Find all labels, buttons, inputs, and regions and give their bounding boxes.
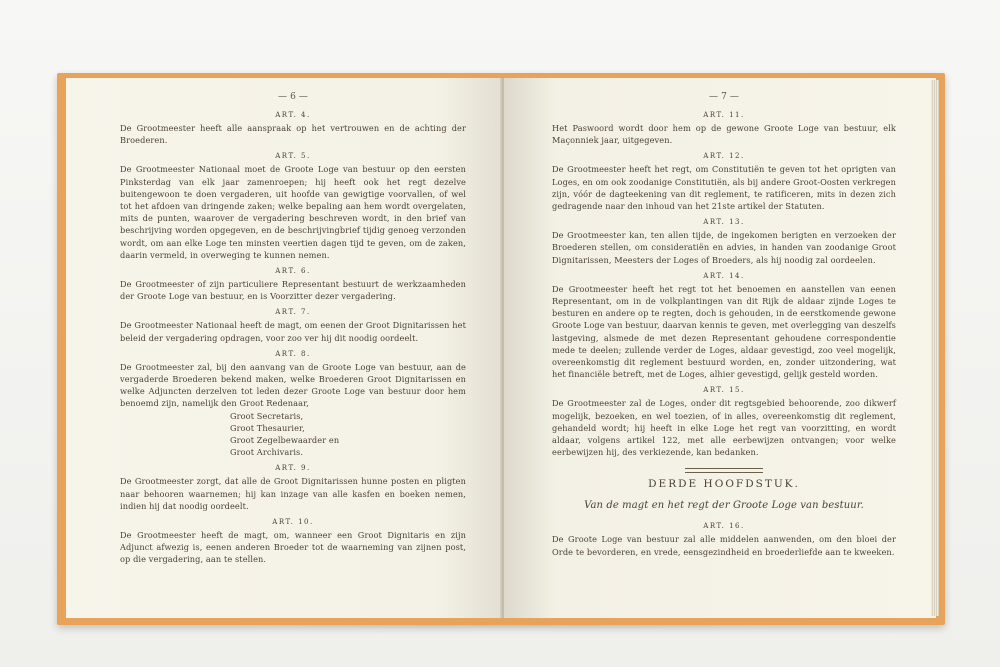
article-heading: ART. 9. — [275, 464, 311, 473]
article-heading: ART. 7. — [275, 308, 311, 317]
article-paragraph: De Grootmeester zal de Loges, onder dit regtsgebied behoorende, zoo dikwerf mogelijk, bezoeken, en wel toezien, of in alles, overeenkomstig dit reglement, gehandeld wordt; hij heeft in elke Loge het regt van voorzitting, en wordt aldaar, volgens artikel 122, met alle eerbewijzen ontvangen; voor welke eerbewijzen hij, des verkiezende, kan bedanken. — [552, 398, 896, 458]
article-paragraph: De Grootmeester zal, bij den aanvang van de Groote Loge van bestuur, aan de vergaderde Broederen bekend maken, welke Broederen Groot Dignitarissen en welke Adjuncten derzelven tot leden dezer Groote Loge van bestuur door hem benoemd zijn, namelijk den Groot Redenaar, — [120, 361, 466, 409]
article-paragraph: De Grootmeester Nationaal moet de Groote Loge van bestuur op den eersten Pinksterdag van elk jaar zamenroepen; hij heeft ook het regt dezelve buitengewoon te doen vergaderen, uit hoofde van gewigtige voorvallen, of wel tot het afdoen van dringende zaken; welke bepaling aan hem wordt overgelaten, mits de punten, waarover de vergadering beschreven wordt, in den brief van beschrijving worden opgegeven, en de beschrijvingbrief tijdig genoeg verzonden wordt, om aan elke Loge ten minsten veertien dagen tijd te geven, om de zaken, daarin vermeld, in overweging te kunnen nemen. — [120, 164, 466, 260]
article-paragraph: De Grootmeester heeft de magt, om, wanneer een Groot Dignitaris en zijn Adjunct afwezig is, eenen anderen Broeder tot de waarneming van zijnen post, op die vergadering, aan te stellen. — [120, 530, 466, 565]
article-heading: ART. 11. — [703, 111, 745, 119]
article-paragraph: De Grootmeester of zijn particuliere Representant bestuurt de werkzaamheden der Groote Loge van bestuur, en is Voorzitter dezer vergadering. — [120, 279, 466, 302]
indented-line: Groot Thesaurier, — [230, 422, 305, 433]
article-paragraph: Het Paswoord wordt door hem op de gewone Groote Loge van bestuur, elk Maçonniek jaar, uitgegeven. — [552, 123, 896, 146]
article-heading: ART. 16. — [703, 522, 745, 531]
indented-line: Groot Secretaris, — [230, 410, 304, 421]
article-paragraph: De Grootmeester kan, ten allen tijde, de ingekomen berigten en verzoeken der Broederen stellen, om consideratiën en advies, in handen van zoodanige Groot Dignitarissen, Meesters der Loges of Broeders, als hij noodig zal oordeelen. — [552, 230, 896, 265]
article-heading: ART. 13. — [703, 218, 745, 227]
right-page-text — [552, 91, 896, 558]
indented-line: Groot Archivaris. — [230, 447, 304, 458]
article-heading: ART. 5. — [275, 152, 311, 161]
article-paragraph: De Grootmeester zorgt, dat alle de Groot Dignitarissen hunne posten en pligten naar behooren waarnemen; hij kan inzage van alle kasfen en boeken nemen, indien hij dat noodig oordeelt. — [120, 476, 466, 511]
left-page-text — [120, 91, 466, 566]
article-heading: ART. 12. — [703, 152, 745, 161]
article-heading: ART. 8. — [275, 349, 311, 358]
article-heading: ART. 6. — [275, 267, 311, 276]
indented-line: Groot Zegelbewaarder en — [230, 435, 340, 446]
chapter-subtitle: Van de magt en het regt der Groote Loge van bestuur. — [584, 500, 864, 512]
right-page-number: — 7 — — [709, 92, 739, 102]
article-heading: ART. 15. — [703, 386, 745, 395]
page-edges — [931, 80, 939, 616]
ornament-rule — [552, 464, 896, 472]
article-paragraph: De Grootmeester heeft het regt tot het benoemen en aanstellen van eenen Representant, om in de volkplantingen van dit Rijk de aldaar zijnde Loges te besturen en andere op te regten, doch is gehouden, in de eerstkomende gewone Groote Loge van bestuur, daarvan kennis te geven, met overlegging van deszelfs lastgeving, alsmede de met dezen Representant gehoudene correspondentie mede te deelen; zullende verder de Loges, aldaar gevestigd, zoo veel mogelijk, overeenkomstig dit reglement bestuurd worden, en, zonder uitzondering, wat het financiële betreft, met de Loges, alhier gevestigd, gelijk gesteld worden. — [552, 283, 896, 380]
article-heading: ART. 10. — [272, 518, 314, 527]
chapter-title: DERDE HOOFDSTUK. — [648, 478, 800, 491]
left-page — [66, 78, 502, 618]
article-heading: ART. 4. — [275, 111, 311, 119]
article-paragraph: De Groote Loge van bestuur zal alle middelen aanwenden, om den bloei der Orde te bevorderen, en vrede, eensgezindheid en broederliefde aan te kweeken. — [552, 534, 896, 557]
left-page-number: — 6 — — [278, 92, 308, 102]
article-paragraph: De Grootmeester heeft het regt, om Constitutiën te geven tot het oprigten van Loges, en om ook zoodanige Constitutiën, als bij andere Groot-Oosten verkregen zijn, vóór de dagteekening van dit reglement, te ratificeren, mits in dezen zich gedragende naar den inhoud van het 21ste artikel der Statuten. — [552, 164, 896, 212]
article-heading: ART. 14. — [703, 271, 745, 280]
article-paragraph: De Grootmeester heeft alle aanspraak op het vertrouwen en de achting der Broederen. — [120, 123, 466, 146]
right-page — [504, 78, 936, 618]
article-paragraph: De Grootmeester Nationaal heeft de magt, om eenen der Groot Dignitarissen het beleid der vergadering opdragen, voor zoo ver hij dit noodig oordeelt. — [120, 320, 466, 343]
